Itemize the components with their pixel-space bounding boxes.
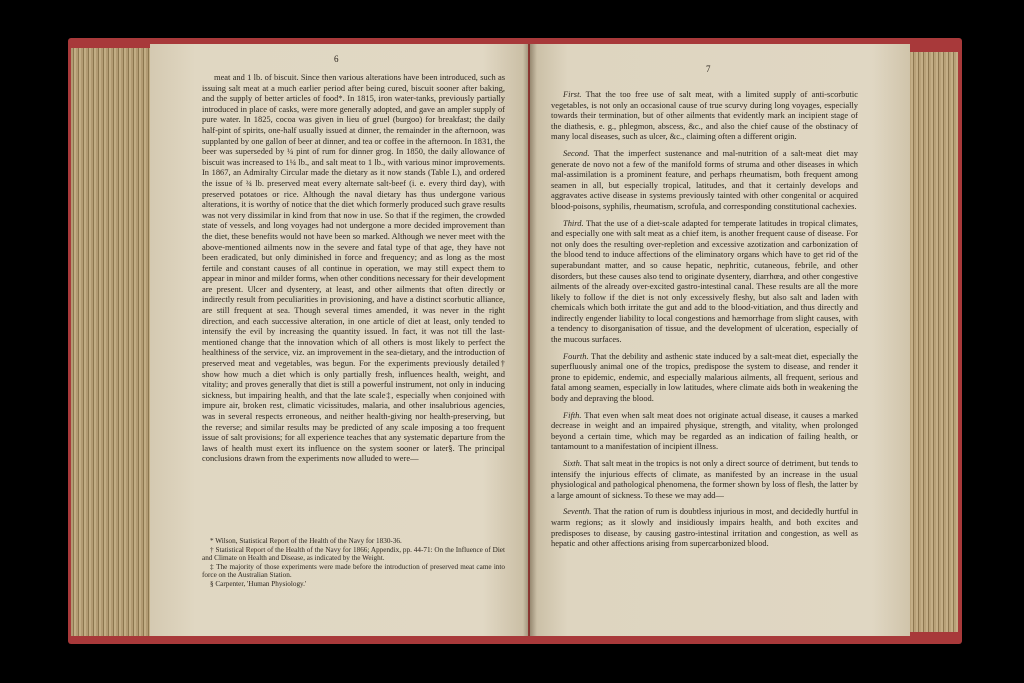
footnotes bbox=[202, 537, 505, 589]
page-number: 7 bbox=[706, 64, 711, 74]
footnote: * Wilson, Statistical Report of the Health of the Navy for 1830-36. bbox=[210, 537, 402, 545]
paragraph-text: That the ration of rum is doubtless injurious in most, and decidedly hurtful in warm regions; as it slowly and insidiously impairs health, and both excites and predisposes to disease, by causing gastro-intestinal irritation and congestion, as well as hepatic and other affections arising from supercarbonized blood. bbox=[551, 506, 858, 549]
paragraph-lead: Fourth. bbox=[563, 350, 589, 361]
numbered-paragraph bbox=[551, 506, 858, 548]
paragraph-lead: Third. bbox=[563, 217, 584, 228]
footnote: § Carpenter, 'Human Physiology.' bbox=[210, 579, 307, 588]
book-gutter bbox=[523, 44, 537, 636]
paragraph-lead: Second. bbox=[563, 147, 590, 158]
paragraph-text: That the debility and asthenic state induced by a salt-meat diet, especially the superfluously animal one of the tropics, predispose the system to disease, and render it prone to epidemic, endemic, and especially malarious ailments, all frequent, serious and fatal among seamen, especially in low latitudes, where climate aids both in weakening the body and depraving the blood. bbox=[551, 350, 858, 404]
paragraph-text: That even when salt meat does not originate actual disease, it causes a marked decrease in weight and an impaired physique, strength, and vitality, when prolonged beyond a certain time, which may be regarded as an indication of failing health, or tantamount to a manifestation of incipient illness. bbox=[551, 409, 858, 452]
page-number: 6 bbox=[334, 54, 339, 64]
paragraph-lead: Seventh. bbox=[563, 506, 592, 517]
left-page bbox=[150, 44, 528, 636]
paragraph-text: That the too free use of salt meat, with a limited supply of anti-scorbutic vegetables, is not only an occasional cause of true scurvy during long voyages, especially towards their termination, but of other ailments that evidently mark an incipient stage of the diathesis, e. g., phlegmon, abscess, &c., and also the chief cause of the obstinacy of many local diseases, such as ulcer, &c., claiming often a different origin. bbox=[551, 89, 858, 142]
paragraph-lead: Fifth. bbox=[563, 409, 582, 420]
right-page bbox=[530, 44, 910, 636]
paragraph-lead: First. bbox=[563, 89, 582, 99]
numbered-paragraph bbox=[551, 89, 858, 142]
paragraph-text: That the imperfect sustenance and mal-nutrition of a salt-meat diet may generate de novo not a few of the manifold forms of struma and other diseases in which mal-assimilation is a prominent feature, and perhaps rheumatism, both frequent among seamen in all, but especially tropical, latitudes, and that it certainly develops and aggravates active disease in systems previously tainted with other congenital or acquired blood-poisons, syphilis, rheumatism, scrofula, and corresponding constitutional cachexies. bbox=[551, 147, 858, 211]
body-paragraph: meat and 1 lb. of biscuit. Since then various alterations have been introduced, such as issuing salt meat at a much earlier period after being cured, biscuit sooner after baking, and the supply of better articles of food*. In 1815, iron water-tanks, previously partially introduced in place of casks, were more generally adopted, and gave an ampler supply of pure water. In 1825, cocoa was given in lieu of gruel (burgoo) for breakfast; the daily half-pint of spirits, one-half usually issued at dinner, the remainder in the afternoon, was supplanted by one gallon of beer at dinner, and tea or coffee in the afternoon. In 1831, the beer was superseded by ¼ pint of rum for dinner grog. In 1850, the daily allowance of biscuit was increased to 1¼ lb., and salt meat to 1 lb., with various minor improvements. In 1867, an Admiralty Circular made the dietary as it now stands (Table I.), and ordered the issue of ¾ lb. preserved meat every alternate salt-beef (i. e. every third day), with preserved potatoes or rice. Although the naval dietary has thus undergone various alterations, it is worthy of notice that the diet which formerly produced such grave results was not very dissimilar in kind from that now in use. So that if the regimen, the crowded state of vessels, and long voyages had not undergone a more decided improvement than the diet, these benefits would not have been so marked. Although we never meet with the above-mentioned ailments now in the severe and fatal type of that age, they have not been eradicated, but only diminished in force and frequency; and as long as the most fertile and constant causes of all continue in operation, we may still expect them to appear in minor and milder forms, when other conditions necessary for their development are present. Ulcer and dysentery, at least, and other ailments that often directly or indirectly result from peculiarities in provisioning, and have a distinct scorbutic alliance, are still frequent at sea. Though several times amended, it was never in the right direction, and each successive alteration, in one article of diet at least, only tended to intensify the evil by increasing the quantity issued. In fact, it was not till the last-mentioned change that the innovation which of all others is most likely to perfect the healthiness of the service, viz. an improvement in the sea-dietary, and the introduction of preserved meat and vegetables, was begun. For the experiments previously detailed† show how much a diet which is only partially fresh, influences health, weight, and vitality; and proves generally that diet is still a powerful instrument, not only in inducing sickness, but impairing health, and that the late scale‡, especially when conjoined with impure air, broken rest, climatic vicissitudes, malaria, and other insalubrious agencies, was in several respects erroneous, and neither health-giving nor health-preserving, but the reverse; and similar results may be predicted of any scale imposing a too frequent issue of salt provisions; for all experience teaches that any systematic departure from the laws of health must exert its influence on the system sooner or later§. The principal conclusions drawn from the experiments now alluded to were— bbox=[202, 72, 505, 464]
numbered-paragraph bbox=[551, 458, 858, 500]
paragraph-lead: Sixth. bbox=[563, 458, 582, 468]
page-edges-right bbox=[906, 52, 958, 632]
paragraph-text: That the use of a diet-scale adapted for temperate latitudes in tropical climates, and especially one with salt meat as a chief item, is another frequent cause of disease. For not only does the resulting over-repletion and excessive azotization and carbonization of the blood tend to induce affections of the eliminatory organs which have to get rid of the superabundant matter, and so cause hepatic, nephritic, cutaneous, febrile, and other disorders, but these causes also tend to originate dysentery, diarrhœa, and other congestive ailments of the already over-excited gastro-intestinal canal. These results are all the more likely to follow if the diet is not only excessively fleshy, but also salt and laden with chemicals which both irritate the gut and add to the blood-vitiation, and thus directly and indirectly engender liability to local congestions and hæmorrhage from slight causes, with a tendency to disorganisation of tissue, and the development of ulceration, especially of the mucous surfaces. bbox=[551, 217, 858, 345]
footnote: † Statistical Report of the Health of the Navy for 1866; Appendix, pp. 44-71: On the Influence of Diet and Climate on Health and Disease, as indicated by the Weight. bbox=[202, 545, 505, 563]
page-edges-left bbox=[71, 48, 153, 636]
numbered-paragraph bbox=[551, 410, 858, 452]
open-book bbox=[68, 38, 962, 644]
numbered-paragraph bbox=[551, 218, 858, 345]
numbered-paragraph bbox=[551, 148, 858, 212]
body-text bbox=[202, 72, 505, 464]
paragraph-text: That salt meat in the tropics is not only a direct source of detriment, but tends to intensify the injurious effects of climate, as manifested by an increase in the usual physiological and pathological phenomena, the former shown by loss of flesh, the latter by a large amount of sickness. To these we may add— bbox=[551, 458, 858, 500]
numbered-paragraph bbox=[551, 351, 858, 404]
body-text bbox=[551, 89, 858, 549]
footnote: ‡ The majority of those experiments were made before the introduction of preserved meat came into force on the Australian Station. bbox=[202, 562, 505, 580]
